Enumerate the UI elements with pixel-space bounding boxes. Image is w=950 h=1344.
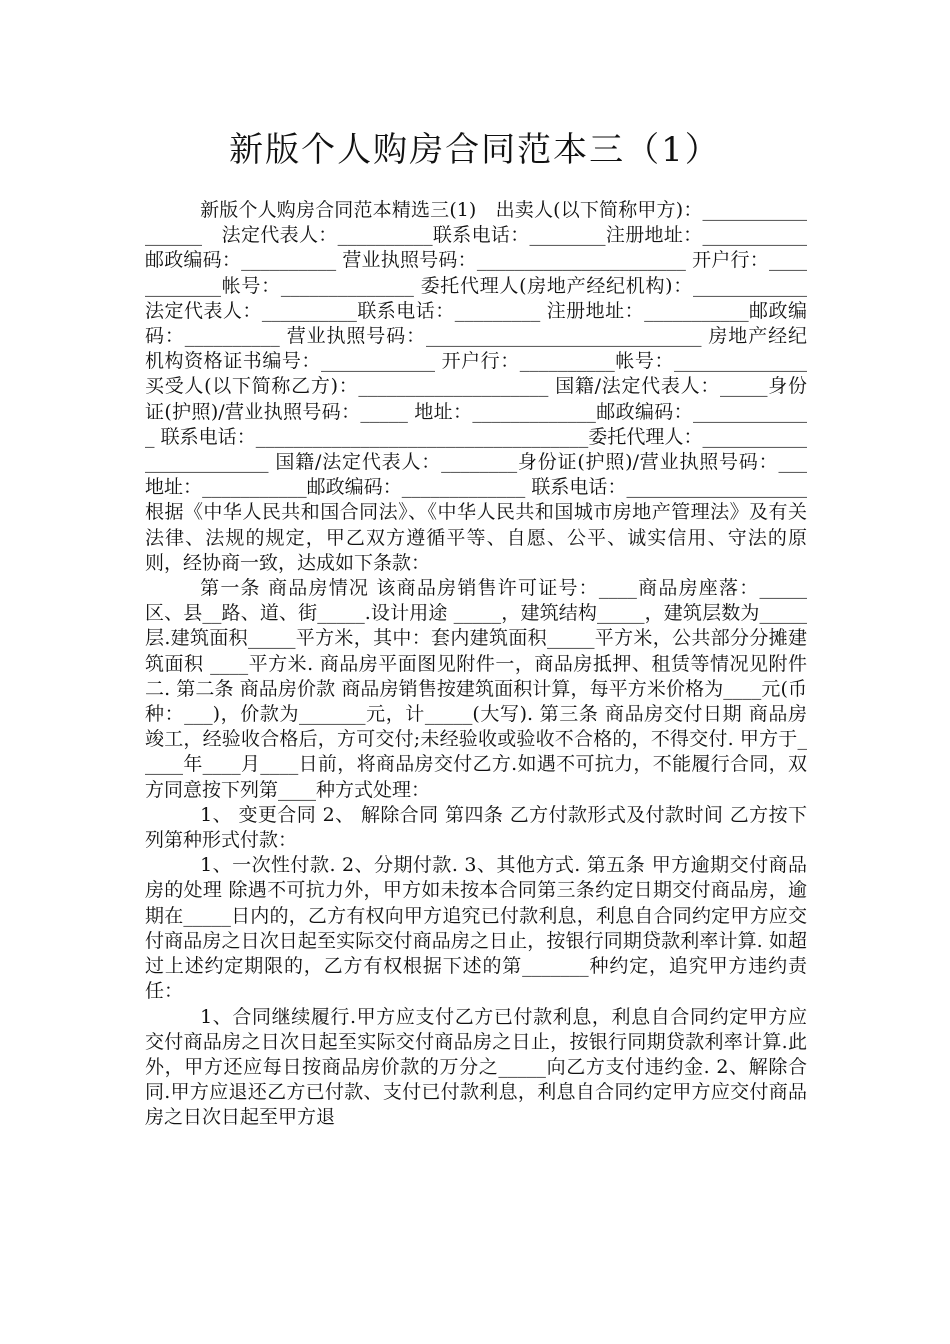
paragraph-remedies: 1、合同继续履行.甲方应支付乙方已付款利息，利息自合同约定甲方应交付商品房之日次日起至实际交付商品房之日止，按银行同期贷款利率计算.此外，甲方还应每日按商品房价款的万分之_____向乙方支付违约金. 2、解除合同.甲方应退还乙方已付款、支付已付款利息，利息自合同约定甲方应交付商品房之日次日起至甲方退: [145, 1005, 807, 1129]
paragraph-article-1-3: 第一条 商品房情况 该商品房销售许可证号：____商品房座落：_____区、县__路、道、街_____.设计用途 _____，建筑结构_____，建筑层数为_____层.建筑面积_____平方米，其中：套内建筑面积_____平方米，公共部分分摊建筑面积 ____平方米. 商品房平面图见附件一，商品房抵押、租赁等情况见附件二. 第二条 商品房价款 商品房销售按建筑面积计算，每平方米价格为____元(币种：___)，价款为_______元，计_____(大写). 第三条 商品房交付日期 商品房竣工，经验收合格后，方可交付;未经验收或验收不合格的，不得交付. 甲方于_____年____月____日前，将商品房交付乙方.如遇不可抗力，不能履行合同，双方同意按下列第____种方式处理：: [145, 577, 807, 801]
paragraph-article-5: 1、一次性付款. 2、分期付款. 3、其他方式. 第五条 甲方逾期交付商品房的处理 除遇不可抗力外，甲方如未按本合同第三条约定日期交付商品房，逾期在_____日内的，乙方有权向甲方追究已付款利息，利息自合同约定甲方应交付商品房之日次日起至实际交付商品房之日止，按银行同期贷款利率计算. 如超过上述约定期限的，乙方有权根据下述的第_______种约定，追究甲方违约责任：: [145, 854, 807, 1003]
document-title: 新版个人购房合同范本三（1）: [229, 130, 721, 170]
paragraph-article-4: 1、 变更合同 2、 解除合同 第四条 乙方付款形式及付款时间 乙方按下列第种形式付款：: [145, 803, 807, 852]
paragraph-parties: 新版个人购房合同范本精选三(1) 出卖人(以下简称甲方)：_________________ 法定代表人：__________联系电话：________注册地址：___________邮政编码：__________ 营业执照号码：______________________ 开户行：____________帐号：______________ 委托代理人(房地产经纪机构)：____________ 法定代表人：__________联系电话：_________ 注册地址：___________邮政编码：__________ 营业执照号码：_____________________________ 房地产经纪机构资格证书编号：____________ 开户行：__________帐号：______________ 买受人(以下简称乙方)：____________________ 国籍/法定代表人：_____身份证(护照)/营业执照号码：_____ 地址：_____________邮政编码：_____________ 联系电话：___________________________________委托代理人：________________________ 国籍/法定代表人：________身份证(护照)/营业执照号码：___ 地址：___________邮政编码：_____________ 联系电话：___________________ 根据《中华人民共和国合同法》、《中华人民共和国城市房地产管理法》及有关法律、法规的规定，甲乙双方遵循平等、自愿、公平、诚实信用、守法的原则，经协商一致，达成如下条款：: [145, 199, 827, 574]
document-body: [145, 198, 827, 1131]
